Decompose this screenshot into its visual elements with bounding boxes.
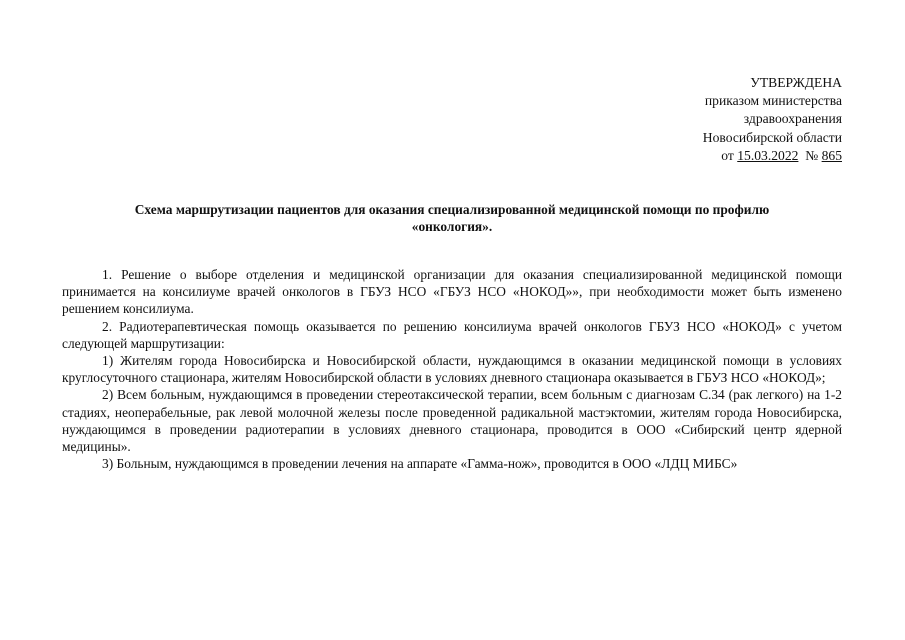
approval-heading: УТВЕРЖДЕНА [750, 75, 842, 90]
approval-number-prefix: № [805, 147, 819, 163]
document-title [62, 201, 842, 235]
approval-stamp-block [703, 74, 842, 165]
paragraph-3: 1) Жителям города Новосибирска и Новосибирской области, нуждающимся в оказании медицинской помощи в условиях круглосуточного стационара, жителям Новосибирской области в условиях дневного стационара оказывается в ГБУЗ НСО «НОКОД»; [62, 353, 842, 386]
paragraph-5: 3) Больным, нуждающимся в проведении лечения на аппарате «Гамма-нож», проводится в ООО «ЛДЦ МИБС» [102, 456, 738, 472]
document-title-line-1: Схема маршрутизации пациентов для оказания специализированной медицинской помощи по профилю [134, 202, 770, 217]
paragraph-4: 2) Всем больным, нуждающимся в проведении стереотаксической терапии, всем больным с диагнозам С.34 (рак легкого) на 1-2 стадиях, неоперабельные, рак левой молочной железы после проведенной радикальной мастэктомии, жителям города Новосибирска, нуждающимся в проведении радиотерапии в условиях дневного стационара, проводится в ООО «Сибирский центр ядерной медицины». [62, 387, 842, 455]
approval-date: 15.03.2022 [737, 147, 799, 163]
approval-region-line: Новосибирской области [702, 129, 842, 145]
approval-number: 865 [821, 147, 842, 163]
approval-ministry-line: здравоохранения [743, 111, 842, 127]
paragraph-1: 1. Решение о выборе отделения и медицинской организации для оказания специализированной медицинской помощи принимается на консилиуме врачей онкологов в ГБУЗ НСО «ГБУЗ НСО «НОКОД»», при необходимости может быть изменено решением консилиума. [62, 267, 842, 317]
document-title-line-2: «онкология». [411, 219, 493, 234]
approval-order-line: приказом министерства [704, 93, 842, 109]
approval-date-prefix: от [721, 147, 734, 163]
document-body [62, 266, 842, 472]
approval-date-line [703, 147, 842, 165]
paragraph-2: 2. Радиотерапевтическая помощь оказывается по решению консилиума врачей онкологов ГБУЗ НСО «НОКОД» с учетом следующей маршрутизации: [62, 318, 842, 351]
